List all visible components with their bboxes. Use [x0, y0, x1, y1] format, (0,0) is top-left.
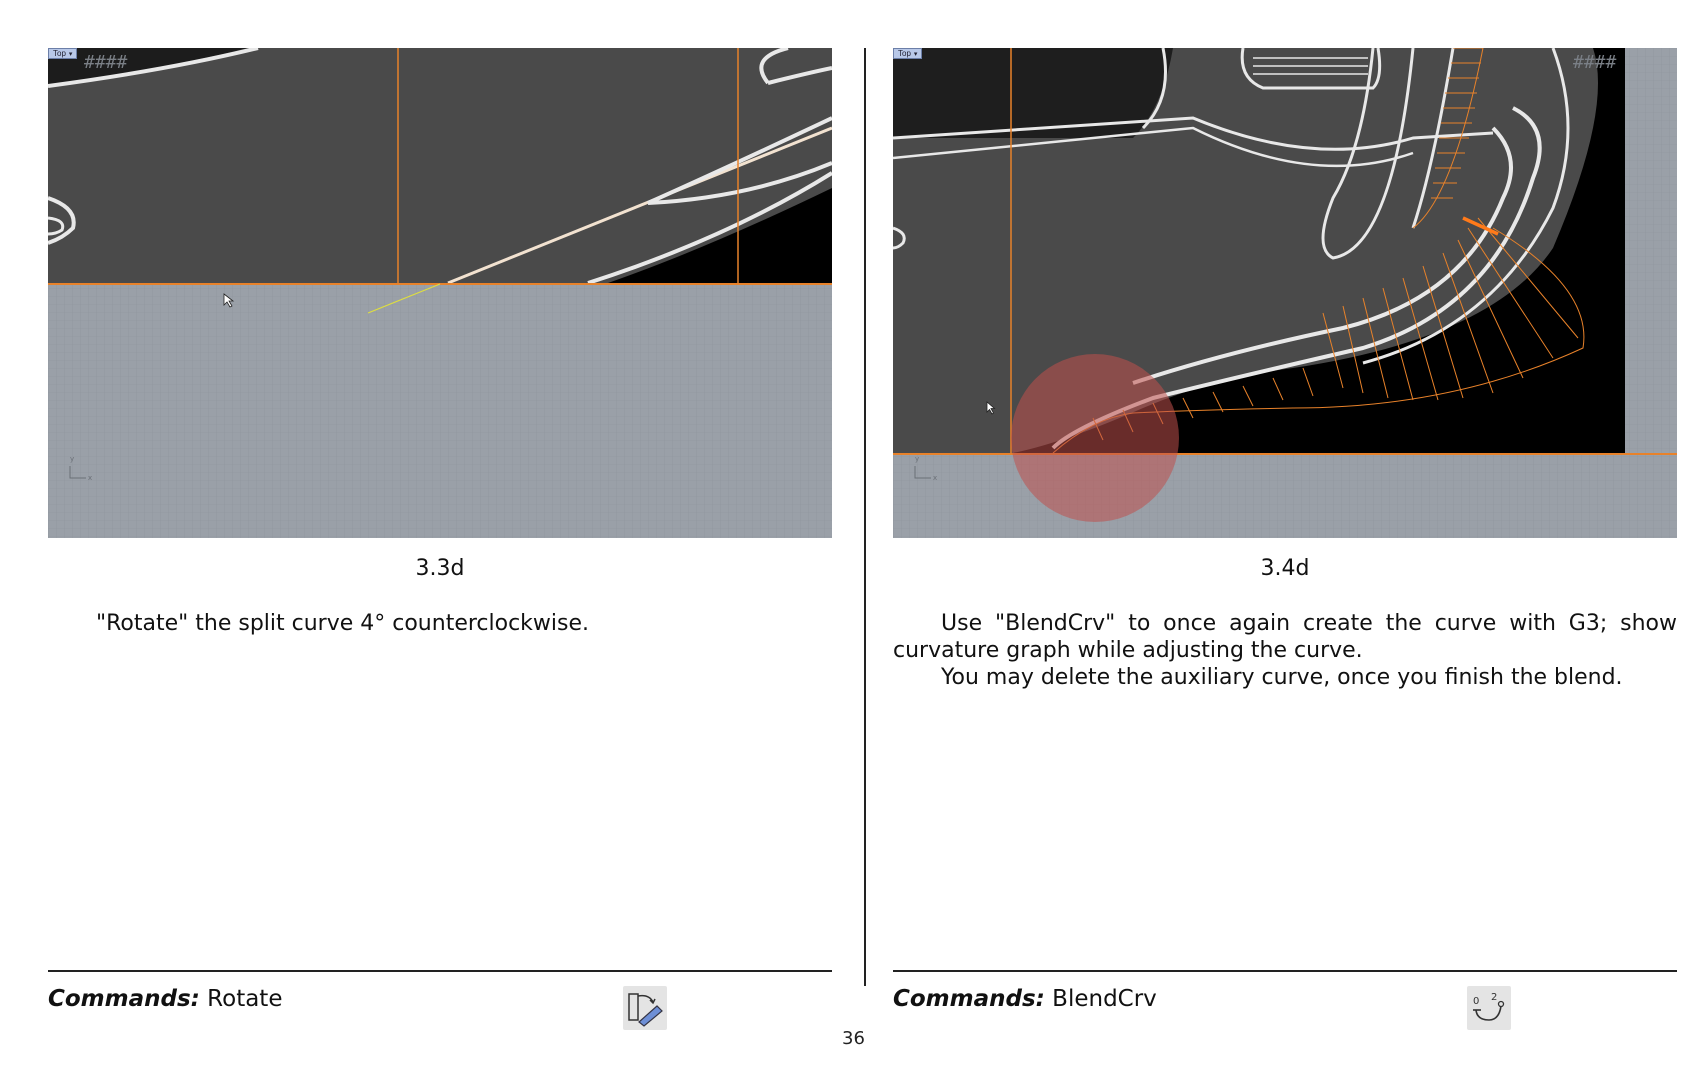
rotate-icon[interactable]	[623, 986, 667, 1030]
viewport-left-drawing	[48, 48, 832, 538]
svg-text:x: x	[933, 474, 938, 482]
commands-right	[893, 986, 1157, 1012]
svg-text:####: ####	[1573, 52, 1617, 73]
chevron-down-icon: ▾	[68, 51, 73, 58]
description-paragraph: "Rotate" the split curve 4° counterclockwise.	[96, 611, 590, 636]
viewport-right-top[interactable]	[893, 48, 1677, 538]
viewport-label-text: Top	[898, 49, 911, 58]
column-divider	[864, 48, 866, 986]
page-number: 36	[842, 1028, 865, 1049]
figure-number-right: 3.4d	[1260, 556, 1310, 581]
chevron-down-icon: ▾	[913, 51, 918, 58]
blend-curve-icon[interactable]	[1467, 986, 1511, 1030]
viewport-label[interactable]	[48, 48, 77, 59]
command-name: BlendCrv	[1052, 986, 1157, 1012]
svg-text:y: y	[70, 455, 75, 463]
svg-text:x: x	[88, 474, 93, 482]
viewport-label[interactable]	[893, 48, 922, 59]
description-paragraph: Use "BlendCrv" to once again create the curve with G3; show curvature graph while adjusting the curve.	[893, 611, 1677, 663]
svg-text:2: 2	[1491, 992, 1498, 1003]
description-paragraph: You may delete the auxiliary curve, once you finish the blend.	[941, 665, 1623, 690]
viewport-label-text: Top	[53, 49, 66, 58]
commands-label: Commands:	[893, 986, 1045, 1012]
svg-text:0: 0	[1473, 996, 1480, 1007]
figure-number-left: 3.3d	[415, 556, 465, 581]
svg-text:y: y	[915, 455, 920, 463]
description-right	[893, 610, 1677, 691]
footer-rule-right	[893, 970, 1677, 972]
viewport-right-drawing	[893, 48, 1677, 538]
commands-left	[48, 986, 282, 1012]
highlight-circle	[1011, 354, 1179, 522]
command-name: Rotate	[207, 986, 283, 1012]
commands-label: Commands:	[48, 986, 200, 1012]
viewport-left-top[interactable]	[48, 48, 832, 538]
footer-rule-left	[48, 970, 832, 972]
description-left	[48, 610, 832, 637]
svg-text:####: ####	[84, 52, 128, 73]
